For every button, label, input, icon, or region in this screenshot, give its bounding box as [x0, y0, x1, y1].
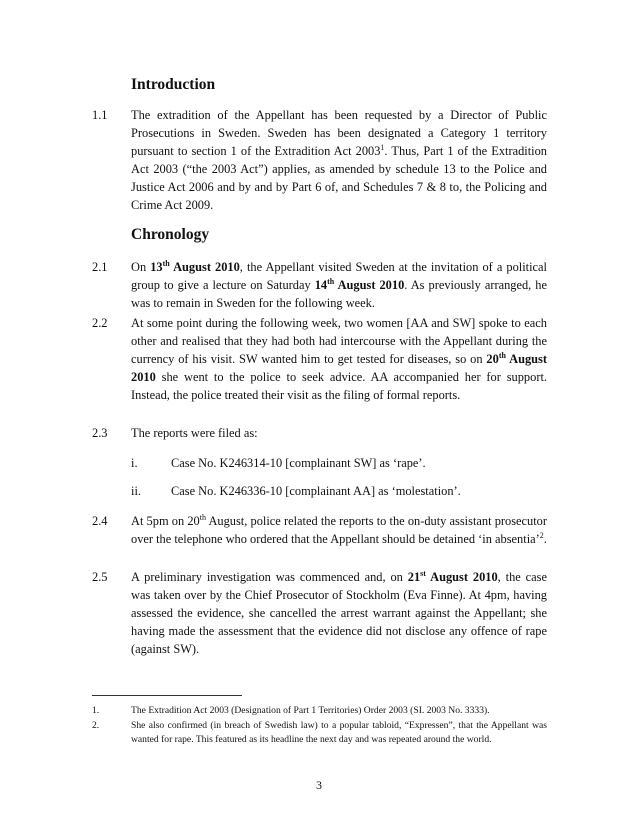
paragraph-body	[131, 258, 547, 312]
date-emphasis: 14th August 2010	[314, 276, 405, 292]
footnote-text: She also confirmed (in breach of Swedish law) to a popular tabloid, “Expressen”, that the Appellant was wanted for rape. This featured as its headline the next day and was repeated around the world.	[131, 720, 547, 745]
footnote-divider	[92, 695, 242, 696]
date-emphasis: 13th August 2010	[150, 258, 240, 274]
paragraph-body	[131, 512, 547, 548]
paragraph-text: , the Appellant visited Sweden at the invitation of a political group to give a lecture on Saturday	[131, 260, 547, 292]
paragraph-text: . Thus, Part 1 of the Extradition Act 2003 (“the 2003 Act”) applies, as amended by schedule 13 to the Police and Justice Act 2006 and by and by Part 6 of, and Schedules 7 & 8 to, the Policing and Crime Act 2009.	[131, 144, 547, 212]
paragraph-text: , the case was taken over by the Chief Prosecutor of Stockholm (Eva Finne). At 4pm, having assessed the evidence, she cancelled the arrest warrant against the Appellant; she having made the assessment that the evidence did not disclose any offence of rape (against SW).	[131, 570, 547, 656]
footnote-number: 2.	[92, 720, 100, 731]
paragraph-number: 2.2	[92, 316, 108, 330]
footnote-2	[92, 719, 547, 747]
date-emphasis: 20th August 2010	[131, 350, 547, 384]
footnote-number: 1.	[92, 705, 100, 716]
date-emphasis: 21st August 2010	[407, 568, 498, 584]
paragraph-text: On	[131, 260, 151, 274]
footnote-1	[92, 704, 547, 718]
paragraph-2-5	[92, 568, 547, 658]
paragraph-number: 2.4	[92, 514, 108, 528]
footnote-ref-1[interactable]: 1	[380, 142, 385, 152]
paragraph-body	[131, 314, 547, 404]
page-number: 3	[316, 778, 322, 792]
paragraph-text: August, police related the reports to the on-duty assistant prosecutor over the telephone who ordered that the Appellant should be detained ‘in absentia’	[131, 514, 547, 546]
chronology-heading: Chronology	[131, 226, 210, 243]
list-item	[131, 482, 461, 500]
paragraph-2-2	[92, 314, 547, 404]
paragraph-text: At some point during the following week, two women [AA and SW] spoke to each other and realised that they had both had intercourse with the Appellant during the currency of his visit. SW wanted him to get tested for diseases, so on	[131, 316, 547, 366]
paragraph-body	[131, 568, 547, 658]
paragraph-text: . As previously arranged, he was to remain in Sweden for the following week.	[131, 278, 547, 310]
ordinal-suffix: th	[199, 512, 206, 522]
paragraph-body: The reports were filed as:	[131, 426, 258, 440]
paragraph-body	[131, 106, 547, 214]
footnote-ref-2[interactable]: 2	[539, 530, 544, 540]
list-item-text: Case No. K246336-10 [complainant AA] as ‘molestation’.	[171, 484, 461, 498]
paragraph-2-1	[92, 258, 547, 312]
paragraph-text: The extradition of the Appellant has been requested by a Director of Public Prosecutions in Sweden. Sweden has been designated a Category 1 territory pursuant to section 1 of the Extradition Act 2003	[131, 108, 547, 158]
paragraph-1-1	[92, 106, 547, 214]
paragraph-2-4	[92, 512, 547, 548]
paragraph-2-3	[92, 424, 547, 442]
paragraph-number: 2.5	[92, 570, 108, 584]
list-item-number: ii.	[131, 484, 141, 498]
paragraph-text: A preliminary investigation was commenced and, on	[131, 570, 408, 584]
paragraph-number: 1.1	[92, 108, 108, 122]
list-item-number: i.	[131, 456, 138, 470]
paragraph-text: .	[543, 532, 547, 546]
paragraph-number: 2.1	[92, 260, 108, 274]
paragraph-number: 2.3	[92, 426, 108, 440]
list-item	[131, 454, 426, 472]
footnote-text: The Extradition Act 2003 (Designation of Part 1 Territories) Order 2003 (SI. 2003 No. 3333).	[131, 705, 490, 716]
paragraph-text: she went to the police to seek advice. AA accompanied her for support. Instead, the police treated their visit as the filing of formal reports.	[131, 370, 547, 402]
list-item-text: Case No. K246314-10 [complainant SW] as ‘rape’.	[171, 456, 426, 470]
introduction-heading: Introduction	[131, 76, 216, 93]
paragraph-text: At 5pm on 20	[131, 514, 200, 528]
